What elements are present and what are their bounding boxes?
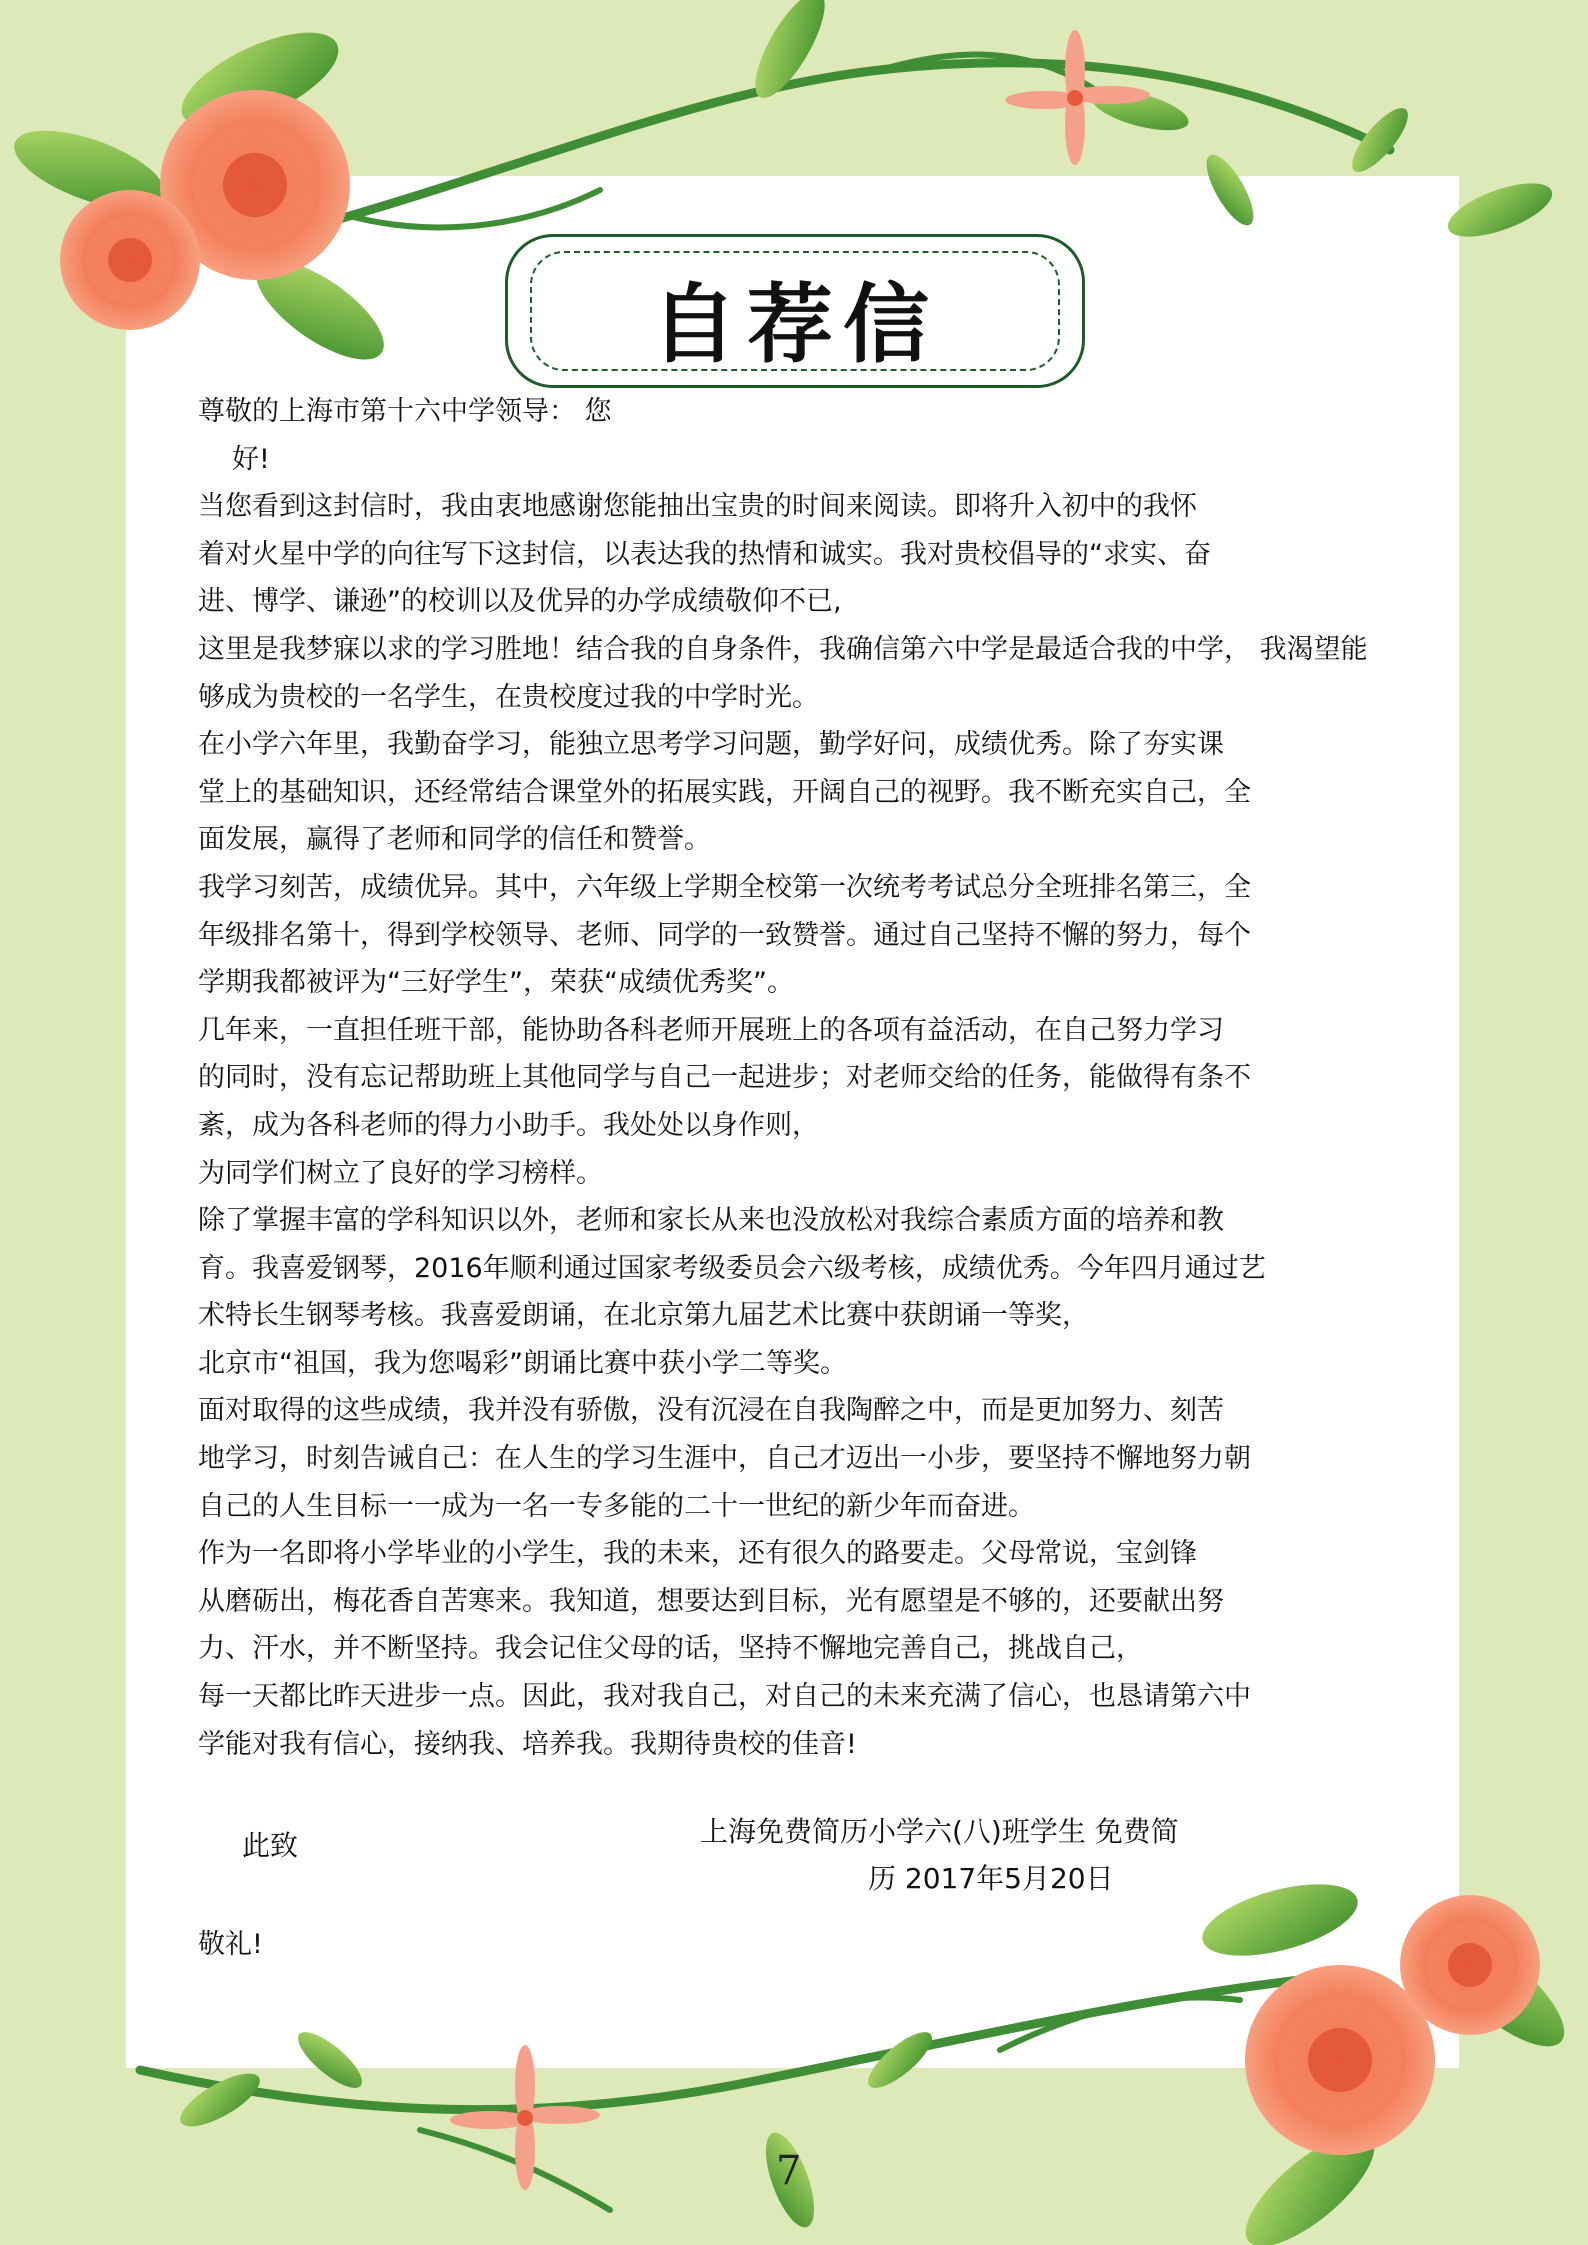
body-line: 紊，成为各科老师的得力小助手。我处处以身作则， — [198, 1109, 819, 1141]
signature-line-2: 历 2017年5月20日 — [868, 1862, 1114, 1895]
closing-cizhi: 此致 — [242, 1829, 299, 1862]
salutation: 尊敬的上海市第十六中学领导： 您 — [198, 396, 612, 427]
page-title: 自荐信 — [651, 275, 939, 375]
body-line: 几年来，一直担任班干部，能协助各科老师开展班上的各项有益活动，在自己努力学习 — [198, 1014, 1224, 1046]
letter-body — [198, 388, 1378, 1768]
body-line: 每一天都比昨天进步一点。因此，我对我自己，对自己的未来充满了信心，也恳请第六中 — [198, 1681, 1251, 1713]
body-line: 从磨砺出，梅花香自苦寒来。我知道，想要达到目标，光有愿望是不够的，还要献出努 — [198, 1585, 1224, 1617]
top-rose-small — [60, 190, 200, 330]
body-line: 北京市“祖国，我为您喝彩”朗诵比赛中获小学二等奖。 — [198, 1347, 847, 1379]
body-line: 力、汗水，并不断坚持。我会记住父母的话，坚持不懈地完善自己，挑战自己， — [198, 1633, 1143, 1665]
body-line: 着对火星中学的向往写下这封信，以表达我的热情和诚实。我对贵校倡导的“求实、奋 — [198, 538, 1211, 570]
bottom-rose-small — [1400, 1895, 1540, 2035]
body-line: 作为一名即将小学毕业的小学生，我的未来，还有很久的路要走。父母常说，宝剑锋 — [198, 1538, 1197, 1570]
body-line: 在小学六年里，我勤奋学习，能独立思考学习问题，勤学好问，成绩优秀。除了夯实课 — [198, 729, 1224, 761]
body-line: 我学习刻苦，成绩优异。其中，六年级上学期全校第一次统考考试总分全班排名第三，全 — [198, 871, 1251, 903]
page-number: 7 — [776, 2148, 802, 2194]
body-line: 学能对我有信心，接纳我、培养我。我期待贵校的佳音! — [198, 1728, 857, 1760]
body-line: 自己的人生目标一一成为一名一专多能的二十一世纪的新少年而奋进。 — [198, 1490, 1035, 1522]
closing-jingli: 敬礼! — [198, 1929, 263, 1960]
top-star-flower — [1005, 30, 1150, 165]
body-line: 当您看到这封信时，我由衷地感谢您能抽出宝贵的时间来阅读。即将升入初中的我怀 — [198, 491, 1197, 523]
bottom-star-flower — [450, 2045, 600, 2190]
body-line: 除了掌握丰富的学科知识以外，老师和家长从来也没放松对我综合素质方面的培养和教 — [198, 1205, 1224, 1237]
body-line: 年级排名第十，得到学校领导、老师、同学的一致赞誉。通过自己坚持不懈的努力，每个 — [198, 919, 1251, 951]
bottom-vine — [140, 1980, 1300, 2210]
body-line: 地学习，时刻告诫自己：在人生的学习生涯中，自己才迈出一小步，要坚持不懈地努力朝 — [198, 1443, 1251, 1475]
signature-line-1: 上海免费简历小学六(八)班学生 免费简 — [700, 1815, 1179, 1848]
title-frame — [505, 234, 1085, 388]
body-line: 学期我都被评为“三好学生”，荣获“成绩优秀奖”。 — [198, 967, 794, 999]
body-line: 面发展，赢得了老师和同学的信任和赞誉。 — [198, 824, 711, 856]
body-line: 进、博学、谦逊”的校训以及优异的办学成绩敬仰不已, — [198, 586, 842, 618]
body-line: 育。我喜爱钢琴，2016年顺利通过国家考级委员会六级考核，成绩优秀。今年四月通过艺 — [198, 1252, 1266, 1284]
body-line: 的同时，没有忘记帮助班上其他同学与自己一起进步；对老师交给的任务，能做得有条不 — [198, 1062, 1251, 1094]
body-line: 为同学们树立了良好的学习榜样。 — [198, 1157, 603, 1189]
body-line: 这里是我梦寐以求的学习胜地！结合我的自身条件，我确信第六中学是最适合我的中学， 我渴望能 — [198, 633, 1368, 665]
body-line: 够成为贵校的一名学生，在贵校度过我的中学时光。 — [198, 681, 819, 713]
body-line: 堂上的基础知识，还经常结合课堂外的拓展实践，开阔自己的视野。我不断充实自己，全 — [198, 776, 1251, 808]
body-line: 面对取得的这些成绩，我并没有骄傲，没有沉浸在自我陶醉之中，而是更加努力、刻苦 — [198, 1395, 1224, 1427]
greeting: 好! — [232, 443, 270, 475]
body-line: 术特长生钢琴考核。我喜爱朗诵，在北京第九届艺术比赛中获朗诵一等奖， — [198, 1300, 1089, 1332]
